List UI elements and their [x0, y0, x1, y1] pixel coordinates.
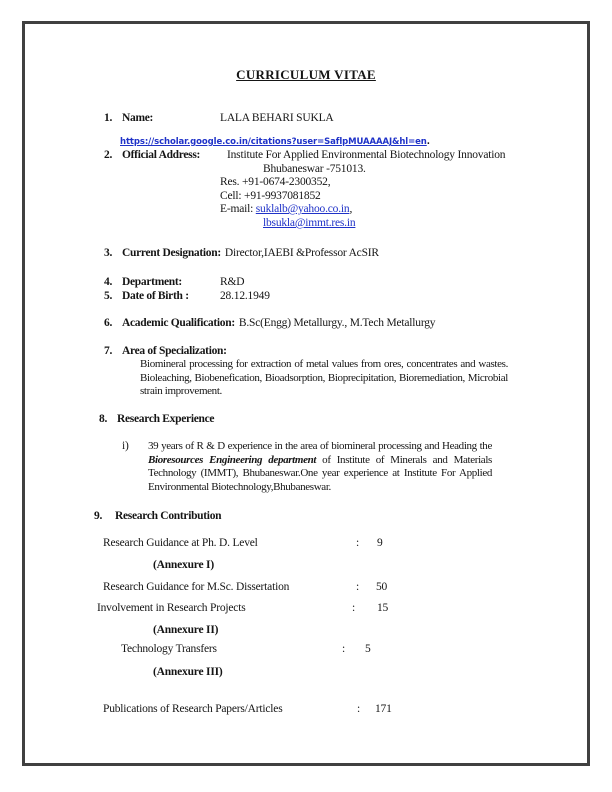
experience-text-bold: Bioresources Engineering department — [148, 453, 317, 466]
field-designation-label: Current Designation: — [122, 247, 221, 259]
row-value: 171 — [375, 703, 392, 715]
section-experience-label: Research Experience — [117, 413, 215, 425]
row-value: 9 — [377, 537, 383, 549]
field-qualification-number: 6. — [104, 317, 113, 329]
field-qualification-value: B.Sc(Engg) Metallurgy., M.Tech Metallurgy — [238, 317, 436, 329]
field-department-number: 4. — [104, 276, 113, 288]
contribution-row-annexure-2 — [0, 624, 612, 638]
row-label: Research Guidance at Ph. D. Level — [103, 537, 258, 549]
row-colon: : — [356, 537, 359, 549]
row-value: 5 — [365, 643, 371, 655]
field-specialization — [104, 345, 227, 359]
experience-paragraph — [148, 440, 492, 495]
section-contribution-heading — [94, 510, 221, 524]
specialization-paragraph: Biomineral processing for extraction of metal values from ores, concentrates and wastes. Bioleaching, Biobenefication, Bioadsorption, Bioprecipitation, Bioremediation, Microbial strain improvement. — [140, 358, 508, 398]
page-title: CURRICULUM VITAE — [236, 67, 376, 82]
row-label: Technology Transfers — [121, 643, 217, 655]
email-row — [220, 203, 352, 217]
row-value: 50 — [376, 581, 388, 593]
row-label: (Annexure I) — [153, 559, 214, 571]
row-label: Research Guidance for M.Sc. Dissertation — [103, 581, 290, 593]
contribution-row-publications — [0, 703, 612, 717]
row-label: (Annexure III) — [153, 666, 223, 678]
field-dob-label: Date of Birth : — [122, 290, 189, 302]
field-name-number: 1. — [104, 112, 113, 124]
contribution-row-msc — [0, 581, 612, 595]
contribution-row-annexure-3 — [0, 666, 612, 680]
address-line-res-phone: Res. +91-0674-2300352, — [220, 176, 331, 188]
row-value: 15 — [377, 602, 389, 614]
experience-text-after: of Institute of Minerals and Materials Technology (IMMT), Bhubaneswar.One year experience at Institute For Applied Environmental Biotechnology,Bhubaneswar. — [148, 453, 492, 494]
field-department-label: Department: — [122, 276, 182, 288]
row-label: Publications of Research Papers/Articles — [103, 703, 283, 715]
field-official-address-number: 2. — [104, 149, 113, 161]
field-dob-value: 28.12.1949 — [220, 290, 270, 302]
email-link-immt[interactable]: lbsukla@immt.res.in — [263, 217, 356, 229]
scholar-link-row — [120, 135, 430, 150]
email-label: E-mail: — [220, 203, 256, 215]
field-designation-value: Director,IAEBI &Professor AcSIR — [224, 247, 379, 259]
field-qualification — [104, 317, 435, 331]
section-contribution-label: Research Contribution — [115, 510, 222, 522]
field-dob — [104, 290, 189, 304]
row-label: Involvement in Research Projects — [97, 602, 246, 614]
field-official-address-label: Official Address: — [122, 149, 201, 161]
field-name-value: LALA BEHARI SUKLA — [220, 112, 334, 124]
field-official-address — [104, 149, 200, 163]
field-name — [104, 112, 153, 126]
email-link-yahoo[interactable]: suklalb@yahoo.co.in — [255, 203, 350, 215]
field-department-value: R&D — [220, 276, 245, 288]
address-line-city: Bhubaneswar -751013. — [263, 163, 366, 175]
row-colon: : — [352, 602, 355, 614]
address-line-institute: Institute For Applied Environmental Biotechnology Innovation — [227, 149, 506, 161]
field-name-label: Name: — [122, 112, 154, 124]
row-colon: : — [342, 643, 345, 655]
row-colon: : — [356, 581, 359, 593]
email-comma: , — [349, 203, 353, 215]
field-designation — [104, 247, 379, 261]
row-label: (Annexure II) — [153, 624, 219, 636]
row-colon: : — [357, 703, 360, 715]
contribution-row-projects — [0, 602, 612, 616]
field-designation-number: 3. — [104, 247, 113, 259]
field-specialization-number: 7. — [104, 345, 113, 357]
scholar-profile-link[interactable]: https://scholar.google.co.in/citations?user=SaflpMUAAAAJ&hl=en — [120, 137, 427, 147]
section-experience-heading — [99, 413, 214, 427]
scholar-link-period: . — [426, 137, 430, 147]
experience-text-before: 39 years of R & D experience in the area of biomineral processing and Heading the — [148, 440, 492, 452]
contribution-row-phd — [0, 537, 612, 551]
field-qualification-label: Academic Qualification: — [122, 317, 235, 329]
contribution-row-technology — [0, 643, 612, 657]
section-experience-number: 8. — [99, 413, 108, 425]
field-department — [104, 276, 182, 290]
field-specialization-label: Area of Specialization: — [122, 345, 227, 357]
field-dob-number: 5. — [104, 290, 113, 302]
email-row-2 — [263, 217, 355, 231]
address-line-cell-phone: Cell: +91-9937081852 — [220, 190, 321, 202]
contribution-row-annexure-1 — [0, 559, 612, 573]
section-contribution-number: 9. — [94, 510, 103, 522]
experience-item-marker: i) — [122, 440, 129, 452]
